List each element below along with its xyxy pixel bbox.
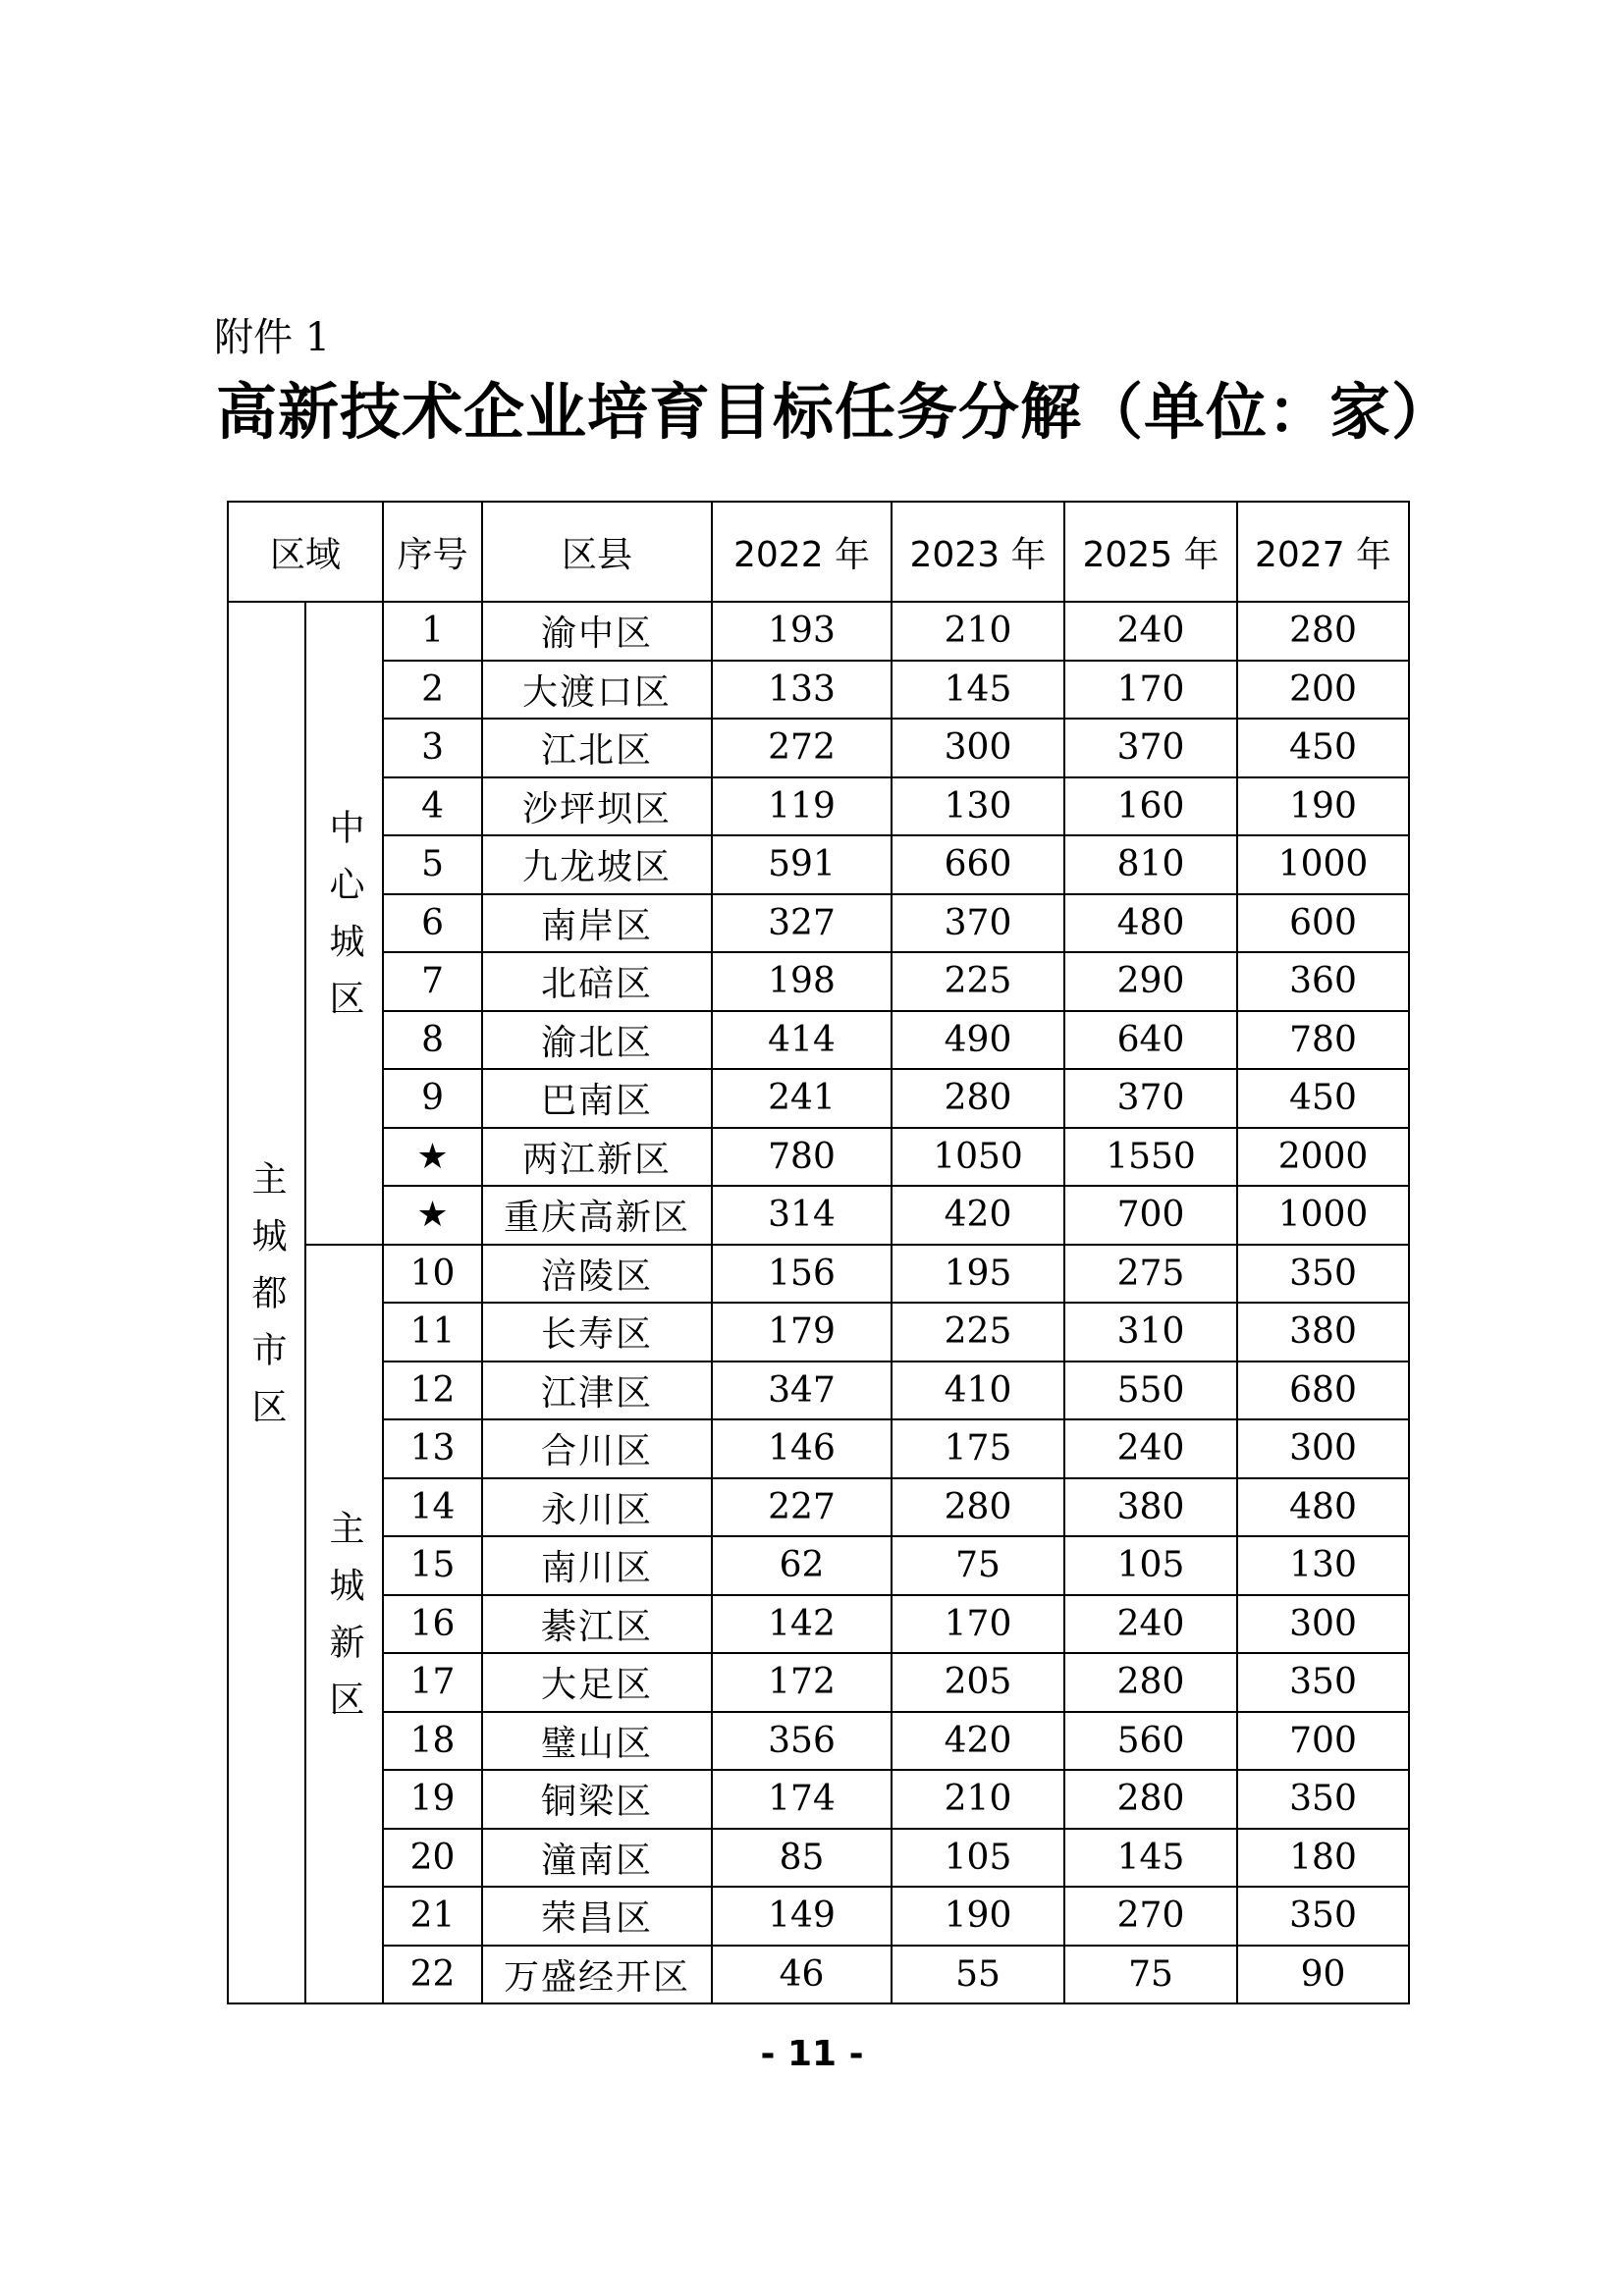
cell-v2022: 149: [712, 1887, 892, 1946]
table-row: [228, 1653, 1409, 1712]
cell-v2025: 240: [1064, 1419, 1237, 1478]
cell-v2023: 55: [892, 1946, 1064, 2004]
cell-county: 渝中区: [482, 602, 712, 661]
cell-v2022: 327: [712, 894, 892, 953]
table-row: [228, 1362, 1409, 1420]
cell-no: 21: [383, 1887, 482, 1946]
cell-v2025: 370: [1064, 1069, 1237, 1128]
cell-county: 南川区: [482, 1536, 712, 1595]
cell-v2022: 85: [712, 1829, 892, 1888]
cell-v2023: 225: [892, 952, 1064, 1011]
cell-v2022: 198: [712, 952, 892, 1011]
region-cell: [228, 602, 305, 2003]
cell-v2023: 170: [892, 1595, 1064, 1654]
table-row: [228, 1712, 1409, 1771]
cell-v2025: 310: [1064, 1303, 1237, 1362]
table-row: [228, 1595, 1409, 1654]
group-cell-central: [305, 602, 383, 1245]
cell-v2023: 420: [892, 1712, 1064, 1771]
cell-v2023: 660: [892, 835, 1064, 894]
cell-no: 15: [383, 1536, 482, 1595]
header-no: 序号: [383, 502, 482, 602]
cell-v2025: 380: [1064, 1478, 1237, 1537]
cell-v2027: 450: [1237, 719, 1409, 777]
cell-county: 两江新区: [482, 1128, 712, 1187]
cell-county: 綦江区: [482, 1595, 712, 1654]
cell-v2027: 130: [1237, 1536, 1409, 1595]
header-region: 区域: [228, 502, 383, 602]
cell-county: 巴南区: [482, 1069, 712, 1128]
attachment-label: 附件 1: [214, 315, 331, 360]
cell-v2022: 172: [712, 1653, 892, 1712]
cell-v2023: 300: [892, 719, 1064, 777]
table-row: [228, 777, 1409, 836]
cell-v2023: 410: [892, 1362, 1064, 1420]
cell-county: 璧山区: [482, 1712, 712, 1771]
table-row: [228, 1011, 1409, 1070]
table-row: [228, 894, 1409, 953]
cell-v2025: 480: [1064, 894, 1237, 953]
header-2023: 2023 年: [892, 502, 1064, 602]
cell-v2022: 142: [712, 1595, 892, 1654]
cell-v2023: 210: [892, 602, 1064, 661]
cell-county: 江津区: [482, 1362, 712, 1420]
cell-v2025: 275: [1064, 1245, 1237, 1304]
cell-v2023: 205: [892, 1653, 1064, 1712]
cell-v2022: 272: [712, 719, 892, 777]
table-row: [228, 1303, 1409, 1362]
cell-v2027: 350: [1237, 1770, 1409, 1829]
cell-no: 19: [383, 1770, 482, 1829]
cell-no: 8: [383, 1011, 482, 1070]
cell-v2023: 190: [892, 1887, 1064, 1946]
cell-county: 重庆高新区: [482, 1186, 712, 1245]
table-row: [228, 952, 1409, 1011]
table-row: [228, 1186, 1409, 1245]
table-row: [228, 1069, 1409, 1128]
target-table: [227, 501, 1410, 2004]
cell-v2025: 160: [1064, 777, 1237, 836]
cell-v2022: 179: [712, 1303, 892, 1362]
cell-no: 3: [383, 719, 482, 777]
cell-no: 17: [383, 1653, 482, 1712]
cell-county: 北碚区: [482, 952, 712, 1011]
region-label: 主城都市区: [246, 1160, 287, 1445]
cell-v2027: 350: [1237, 1653, 1409, 1712]
cell-county: 荣昌区: [482, 1887, 712, 1946]
table-row: [228, 1419, 1409, 1478]
cell-no: 20: [383, 1829, 482, 1888]
cell-v2023: 195: [892, 1245, 1064, 1304]
cell-v2023: 370: [892, 894, 1064, 953]
cell-v2025: 290: [1064, 952, 1237, 1011]
cell-county: 铜梁区: [482, 1770, 712, 1829]
cell-county: 江北区: [482, 719, 712, 777]
cell-v2025: 105: [1064, 1536, 1237, 1595]
cell-v2025: 240: [1064, 1595, 1237, 1654]
table-row: [228, 1128, 1409, 1187]
cell-v2023: 210: [892, 1770, 1064, 1829]
cell-v2022: 46: [712, 1946, 892, 2004]
cell-county: 永川区: [482, 1478, 712, 1537]
group-label-new: 主城新区: [324, 1510, 364, 1738]
cell-no: 18: [383, 1712, 482, 1771]
group-cell-new: [305, 1245, 383, 2004]
cell-v2022: 62: [712, 1536, 892, 1595]
table-row: [228, 1536, 1409, 1595]
cell-county: 渝北区: [482, 1011, 712, 1070]
cell-county: 涪陵区: [482, 1245, 712, 1304]
header-2025: 2025 年: [1064, 502, 1237, 602]
cell-no: 5: [383, 835, 482, 894]
cell-v2022: 591: [712, 835, 892, 894]
cell-county: 长寿区: [482, 1303, 712, 1362]
cell-v2027: 350: [1237, 1887, 1409, 1946]
table-body: [228, 602, 1409, 2003]
cell-v2022: 356: [712, 1712, 892, 1771]
cell-no: 2: [383, 661, 482, 720]
header-2022: 2022 年: [712, 502, 892, 602]
table-row: [228, 1478, 1409, 1537]
header-county: 区县: [482, 502, 712, 602]
cell-no: ★: [383, 1128, 482, 1187]
group-label-central: 中心城区: [324, 809, 364, 1038]
cell-county: 大渡口区: [482, 661, 712, 720]
cell-v2023: 280: [892, 1069, 1064, 1128]
cell-v2025: 75: [1064, 1946, 1237, 2004]
cell-v2025: 550: [1064, 1362, 1237, 1420]
cell-no: 10: [383, 1245, 482, 1304]
cell-v2027: 600: [1237, 894, 1409, 953]
cell-no: 16: [383, 1595, 482, 1654]
cell-county: 九龙坡区: [482, 835, 712, 894]
table-row: [228, 602, 1409, 661]
cell-v2027: 200: [1237, 661, 1409, 720]
cell-v2027: 190: [1237, 777, 1409, 836]
cell-v2025: 560: [1064, 1712, 1237, 1771]
cell-v2023: 105: [892, 1829, 1064, 1888]
page-title: 高新技术企业培育目标任务分解（单位：家）: [216, 376, 1454, 448]
cell-v2025: 270: [1064, 1887, 1237, 1946]
cell-v2022: 193: [712, 602, 892, 661]
cell-no: 11: [383, 1303, 482, 1362]
cell-county: 沙坪坝区: [482, 777, 712, 836]
cell-county: 合川区: [482, 1419, 712, 1478]
cell-v2022: 241: [712, 1069, 892, 1128]
cell-v2027: 1000: [1237, 1186, 1409, 1245]
cell-no: 13: [383, 1419, 482, 1478]
cell-v2027: 90: [1237, 1946, 1409, 2004]
cell-v2027: 180: [1237, 1829, 1409, 1888]
cell-v2023: 1050: [892, 1128, 1064, 1187]
cell-no: 7: [383, 952, 482, 1011]
cell-v2025: 640: [1064, 1011, 1237, 1070]
cell-no: 12: [383, 1362, 482, 1420]
cell-v2025: 700: [1064, 1186, 1237, 1245]
table-row: [228, 1245, 1409, 1304]
header-2027: 2027 年: [1237, 502, 1409, 602]
cell-v2023: 130: [892, 777, 1064, 836]
cell-v2025: 280: [1064, 1770, 1237, 1829]
cell-v2027: 780: [1237, 1011, 1409, 1070]
cell-v2025: 280: [1064, 1653, 1237, 1712]
cell-v2025: 170: [1064, 661, 1237, 720]
table-row: [228, 719, 1409, 777]
cell-v2022: 156: [712, 1245, 892, 1304]
cell-v2027: 680: [1237, 1362, 1409, 1420]
cell-v2022: 174: [712, 1770, 892, 1829]
cell-v2027: 700: [1237, 1712, 1409, 1771]
table-row: [228, 835, 1409, 894]
cell-v2027: 350: [1237, 1245, 1409, 1304]
cell-v2025: 370: [1064, 719, 1237, 777]
cell-v2027: 380: [1237, 1303, 1409, 1362]
cell-county: 潼南区: [482, 1829, 712, 1888]
table-row: [228, 1887, 1409, 1946]
cell-v2022: 414: [712, 1011, 892, 1070]
cell-v2025: 240: [1064, 602, 1237, 661]
cell-v2022: 119: [712, 777, 892, 836]
cell-no: 22: [383, 1946, 482, 2004]
cell-no: 1: [383, 602, 482, 661]
cell-v2022: 314: [712, 1186, 892, 1245]
cell-v2027: 360: [1237, 952, 1409, 1011]
cell-v2022: 133: [712, 661, 892, 720]
cell-no: ★: [383, 1186, 482, 1245]
cell-no: 6: [383, 894, 482, 953]
cell-v2023: 75: [892, 1536, 1064, 1595]
cell-v2023: 175: [892, 1419, 1064, 1478]
cell-v2023: 280: [892, 1478, 1064, 1537]
cell-v2022: 347: [712, 1362, 892, 1420]
cell-no: 4: [383, 777, 482, 836]
page-number: - 11 -: [760, 2034, 864, 2074]
cell-county: 南岸区: [482, 894, 712, 953]
cell-county: 大足区: [482, 1653, 712, 1712]
cell-v2023: 145: [892, 661, 1064, 720]
table-row: [228, 1770, 1409, 1829]
table-row: [228, 661, 1409, 720]
cell-v2023: 490: [892, 1011, 1064, 1070]
cell-v2025: 810: [1064, 835, 1237, 894]
cell-v2022: 227: [712, 1478, 892, 1537]
table-row: [228, 1829, 1409, 1888]
cell-v2027: 1000: [1237, 835, 1409, 894]
cell-v2027: 450: [1237, 1069, 1409, 1128]
table-header-row: [228, 502, 1409, 602]
cell-v2025: 145: [1064, 1829, 1237, 1888]
table-row: [228, 1946, 1409, 2004]
cell-v2027: 280: [1237, 602, 1409, 661]
cell-no: 14: [383, 1478, 482, 1537]
cell-no: 9: [383, 1069, 482, 1128]
cell-v2022: 780: [712, 1128, 892, 1187]
cell-v2023: 225: [892, 1303, 1064, 1362]
cell-v2027: 300: [1237, 1419, 1409, 1478]
cell-v2022: 146: [712, 1419, 892, 1478]
cell-v2027: 300: [1237, 1595, 1409, 1654]
cell-v2023: 420: [892, 1186, 1064, 1245]
cell-v2027: 480: [1237, 1478, 1409, 1537]
cell-v2027: 2000: [1237, 1128, 1409, 1187]
cell-v2025: 1550: [1064, 1128, 1237, 1187]
cell-county: 万盛经开区: [482, 1946, 712, 2004]
